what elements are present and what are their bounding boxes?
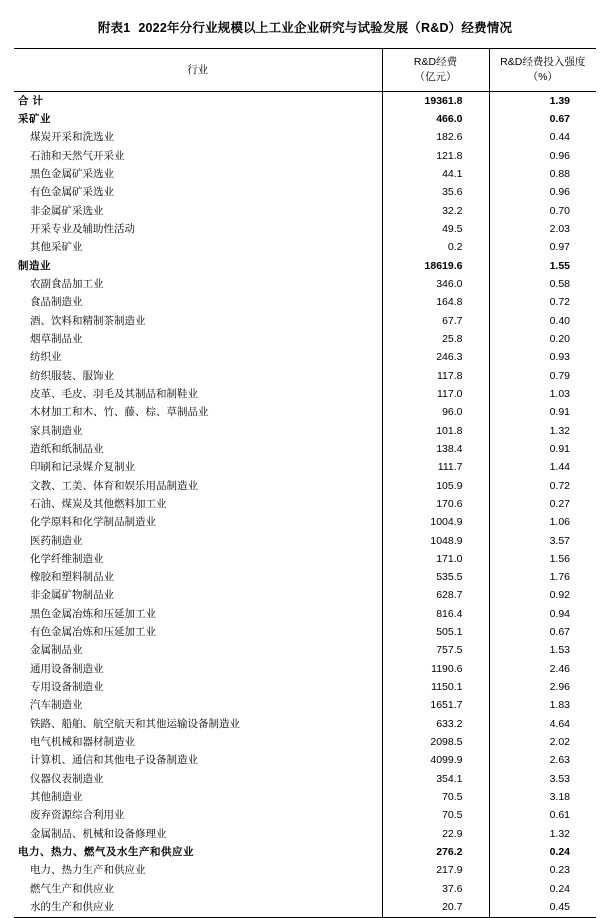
cell-intensity: 1.56 <box>489 551 596 569</box>
table-row <box>14 734 596 752</box>
table-row <box>14 661 596 679</box>
cell-industry: 水的生产和供应业 <box>14 899 382 918</box>
cell-intensity: 1.53 <box>489 642 596 660</box>
cell-expenditure: 111.7 <box>382 459 489 477</box>
table-row <box>14 331 596 349</box>
cell-expenditure: 182.6 <box>382 129 489 147</box>
cell-expenditure: 35.6 <box>382 184 489 202</box>
cell-industry: 有色金属冶炼和压延加工业 <box>14 624 382 642</box>
cell-expenditure: 1651.7 <box>382 697 489 715</box>
cell-expenditure: 164.8 <box>382 294 489 312</box>
cell-intensity: 0.27 <box>489 496 596 514</box>
cell-industry: 废弃资源综合利用业 <box>14 807 382 825</box>
cell-intensity: 0.20 <box>489 331 596 349</box>
table-row <box>14 844 596 862</box>
column-header-intensity-line2: （%） <box>527 71 558 84</box>
cell-intensity: 0.79 <box>489 367 596 385</box>
cell-intensity: 0.44 <box>489 129 596 147</box>
table-row <box>14 477 596 495</box>
cell-expenditure: 22.9 <box>382 826 489 844</box>
cell-intensity: 0.88 <box>489 166 596 184</box>
cell-industry: 非金属矿物制品业 <box>14 587 382 605</box>
cell-industry: 化学原料和化学制品制造业 <box>14 514 382 532</box>
cell-industry: 电力、热力生产和供应业 <box>14 862 382 880</box>
cell-expenditure: 346.0 <box>382 276 489 294</box>
cell-expenditure: 628.7 <box>382 587 489 605</box>
table-row <box>14 459 596 477</box>
cell-intensity: 0.61 <box>489 807 596 825</box>
cell-intensity: 2.96 <box>489 679 596 697</box>
cell-industry: 纺织服装、服饰业 <box>14 367 382 385</box>
cell-expenditure: 70.5 <box>382 807 489 825</box>
cell-expenditure: 466.0 <box>382 111 489 129</box>
cell-industry: 农副食品加工业 <box>14 276 382 294</box>
cell-intensity: 0.91 <box>489 404 596 422</box>
cell-industry: 木材加工和木、竹、藤、棕、草制品业 <box>14 404 382 422</box>
table-row <box>14 496 596 514</box>
cell-expenditure: 816.4 <box>382 606 489 624</box>
table-row <box>14 349 596 367</box>
table-header-row <box>14 49 596 92</box>
cell-expenditure: 4099.9 <box>382 752 489 770</box>
table-row <box>14 239 596 257</box>
cell-intensity: 0.23 <box>489 862 596 880</box>
cell-industry: 造纸和纸制品业 <box>14 441 382 459</box>
cell-expenditure: 37.6 <box>382 881 489 899</box>
cell-intensity: 0.45 <box>489 899 596 918</box>
cell-expenditure: 117.0 <box>382 386 489 404</box>
table-row <box>14 642 596 660</box>
cell-expenditure: 96.0 <box>382 404 489 422</box>
cell-intensity: 0.24 <box>489 844 596 862</box>
cell-industry: 开采专业及辅助性活动 <box>14 221 382 239</box>
table-row <box>14 312 596 330</box>
cell-expenditure: 70.5 <box>382 789 489 807</box>
cell-industry: 电气机械和器材制造业 <box>14 734 382 752</box>
table-row <box>14 807 596 825</box>
table-row <box>14 569 596 587</box>
cell-industry: 其他制造业 <box>14 789 382 807</box>
cell-industry: 酒、饮料和精制茶制造业 <box>14 312 382 330</box>
table-row <box>14 404 596 422</box>
table-body <box>14 92 596 918</box>
cell-intensity: 1.32 <box>489 422 596 440</box>
cell-industry: 医药制造业 <box>14 532 382 550</box>
cell-expenditure: 20.7 <box>382 899 489 918</box>
cell-industry: 通用设备制造业 <box>14 661 382 679</box>
table-row <box>14 514 596 532</box>
cell-expenditure: 138.4 <box>382 441 489 459</box>
table-row <box>14 276 596 294</box>
cell-industry: 制造业 <box>14 257 382 275</box>
table-row <box>14 899 596 918</box>
cell-expenditure: 1048.9 <box>382 532 489 550</box>
cell-expenditure: 105.9 <box>382 477 489 495</box>
cell-intensity: 1.06 <box>489 514 596 532</box>
cell-expenditure: 633.2 <box>382 716 489 734</box>
table-row <box>14 441 596 459</box>
cell-intensity: 3.57 <box>489 532 596 550</box>
table-row <box>14 881 596 899</box>
cell-expenditure: 246.3 <box>382 349 489 367</box>
table-row <box>14 587 596 605</box>
cell-industry: 仪器仪表制造业 <box>14 771 382 789</box>
cell-industry: 金属制品业 <box>14 642 382 660</box>
cell-intensity: 2.03 <box>489 221 596 239</box>
table-row <box>14 129 596 147</box>
cell-intensity: 1.55 <box>489 257 596 275</box>
cell-intensity: 1.44 <box>489 459 596 477</box>
cell-industry: 食品制造业 <box>14 294 382 312</box>
table-row <box>14 862 596 880</box>
cell-expenditure: 276.2 <box>382 844 489 862</box>
cell-industry: 汽车制造业 <box>14 697 382 715</box>
cell-intensity: 0.96 <box>489 147 596 165</box>
cell-expenditure: 121.8 <box>382 147 489 165</box>
cell-intensity: 1.76 <box>489 569 596 587</box>
cell-intensity: 0.24 <box>489 881 596 899</box>
cell-industry: 印刷和记录媒介复制业 <box>14 459 382 477</box>
cell-industry: 计算机、通信和其他电子设备制造业 <box>14 752 382 770</box>
cell-industry: 煤炭开采和洗选业 <box>14 129 382 147</box>
table-header <box>14 49 596 92</box>
cell-expenditure: 535.5 <box>382 569 489 587</box>
table-row <box>14 826 596 844</box>
cell-expenditure: 67.7 <box>382 312 489 330</box>
cell-expenditure: 170.6 <box>382 496 489 514</box>
cell-expenditure: 2098.5 <box>382 734 489 752</box>
cell-expenditure: 354.1 <box>382 771 489 789</box>
cell-industry: 专用设备制造业 <box>14 679 382 697</box>
cell-intensity: 1.32 <box>489 826 596 844</box>
cell-expenditure: 0.2 <box>382 239 489 257</box>
cell-intensity: 2.02 <box>489 734 596 752</box>
cell-expenditure: 1190.6 <box>382 661 489 679</box>
table-row <box>14 697 596 715</box>
cell-intensity: 1.03 <box>489 386 596 404</box>
cell-intensity: 2.63 <box>489 752 596 770</box>
table-row <box>14 386 596 404</box>
cell-expenditure: 49.5 <box>382 221 489 239</box>
table-row <box>14 532 596 550</box>
cell-intensity: 0.67 <box>489 624 596 642</box>
table-row <box>14 716 596 734</box>
cell-intensity: 3.53 <box>489 771 596 789</box>
cell-industry: 采矿业 <box>14 111 382 129</box>
cell-industry: 纺织业 <box>14 349 382 367</box>
page-title <box>14 18 596 36</box>
cell-industry: 家具制造业 <box>14 422 382 440</box>
rd-expenditure-table <box>14 48 596 918</box>
cell-expenditure: 1150.1 <box>382 679 489 697</box>
cell-industry: 皮革、毛皮、羽毛及其制品和制鞋业 <box>14 386 382 404</box>
table-row <box>14 752 596 770</box>
table-row <box>14 257 596 275</box>
cell-expenditure: 117.8 <box>382 367 489 385</box>
cell-intensity: 0.70 <box>489 202 596 220</box>
cell-expenditure: 101.8 <box>382 422 489 440</box>
table-row <box>14 221 596 239</box>
table-row <box>14 111 596 129</box>
cell-intensity: 0.92 <box>489 587 596 605</box>
cell-intensity: 0.96 <box>489 184 596 202</box>
cell-expenditure: 25.8 <box>382 331 489 349</box>
cell-expenditure: 44.1 <box>382 166 489 184</box>
column-header-intensity <box>489 49 596 92</box>
column-header-expenditure-line2: （亿元） <box>414 71 457 84</box>
column-header-industry: 行业 <box>14 49 382 92</box>
cell-expenditure: 505.1 <box>382 624 489 642</box>
cell-industry: 有色金属矿采选业 <box>14 184 382 202</box>
cell-industry: 铁路、船舶、航空航天和其他运输设备制造业 <box>14 716 382 734</box>
cell-intensity: 0.72 <box>489 477 596 495</box>
cell-industry: 金属制品、机械和设备修理业 <box>14 826 382 844</box>
table-row <box>14 147 596 165</box>
table-row <box>14 789 596 807</box>
cell-expenditure: 32.2 <box>382 202 489 220</box>
table-row <box>14 294 596 312</box>
column-header-expenditure <box>382 49 489 92</box>
cell-intensity: 0.72 <box>489 294 596 312</box>
cell-intensity: 1.83 <box>489 697 596 715</box>
cell-intensity: 0.93 <box>489 349 596 367</box>
title-text: 2022年分行业规模以上工业企业研究与试验发展（R&D）经费情况 <box>138 21 513 35</box>
cell-industry: 黑色金属冶炼和压延加工业 <box>14 606 382 624</box>
cell-industry: 化学纤维制造业 <box>14 551 382 569</box>
cell-industry: 非金属矿采选业 <box>14 202 382 220</box>
table-number: 附表1 <box>97 21 131 35</box>
cell-industry: 烟草制品业 <box>14 331 382 349</box>
cell-intensity: 0.58 <box>489 276 596 294</box>
cell-expenditure: 19361.8 <box>382 92 489 111</box>
table-row <box>14 184 596 202</box>
cell-intensity: 1.39 <box>489 92 596 111</box>
table-row <box>14 92 596 111</box>
table-row <box>14 771 596 789</box>
table-row <box>14 202 596 220</box>
cell-expenditure: 1004.9 <box>382 514 489 532</box>
cell-industry: 文教、工美、体育和娱乐用品制造业 <box>14 477 382 495</box>
table-row <box>14 367 596 385</box>
cell-intensity: 0.91 <box>489 441 596 459</box>
cell-industry: 黑色金属矿采选业 <box>14 166 382 184</box>
cell-intensity: 0.67 <box>489 111 596 129</box>
table-row <box>14 551 596 569</box>
cell-expenditure: 171.0 <box>382 551 489 569</box>
table-row <box>14 606 596 624</box>
cell-industry: 电力、热力、燃气及水生产和供应业 <box>14 844 382 862</box>
table-row <box>14 166 596 184</box>
cell-industry: 其他采矿业 <box>14 239 382 257</box>
cell-intensity: 0.40 <box>489 312 596 330</box>
cell-industry: 石油和天然气开采业 <box>14 147 382 165</box>
cell-intensity: 2.46 <box>489 661 596 679</box>
cell-intensity: 0.97 <box>489 239 596 257</box>
cell-industry: 合 计 <box>14 92 382 111</box>
table-row <box>14 679 596 697</box>
table-row <box>14 422 596 440</box>
cell-expenditure: 757.5 <box>382 642 489 660</box>
cell-intensity: 3.18 <box>489 789 596 807</box>
cell-industry: 石油、煤炭及其他燃料加工业 <box>14 496 382 514</box>
column-header-intensity-line1: R&D经费投入强度 <box>500 56 586 68</box>
cell-industry: 燃气生产和供应业 <box>14 881 382 899</box>
cell-intensity: 0.94 <box>489 606 596 624</box>
cell-industry: 橡胶和塑料制品业 <box>14 569 382 587</box>
table-row <box>14 624 596 642</box>
column-header-expenditure-line1: R&D经费 <box>413 56 458 68</box>
cell-expenditure: 18619.6 <box>382 257 489 275</box>
cell-intensity: 4.64 <box>489 716 596 734</box>
cell-expenditure: 217.9 <box>382 862 489 880</box>
